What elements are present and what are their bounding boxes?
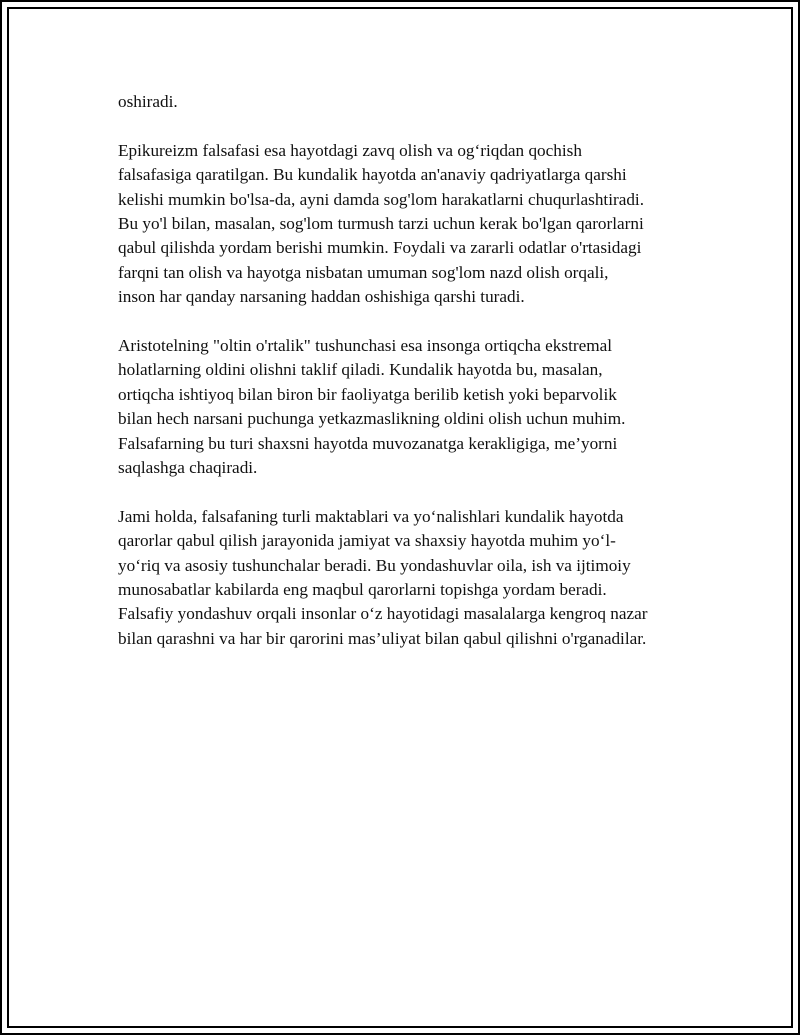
text-line: Aristotelning "oltin o'rtalik" tushunchasi esa insonga ortiqcha ekstremal — [118, 336, 612, 356]
text-line: Bu yo'l bilan, masalan, sog'lom turmush tarzi uchun kerak bo'lgan qarorlarni — [118, 214, 644, 234]
text-line: saqlashga chaqiradi. — [118, 458, 258, 478]
text-line: qabul qilishda yordam berishi mumkin. Foydali va zararli odatlar o'rtasidagi — [118, 238, 642, 258]
text-line: qarorlar qabul qilish jarayonida jamiyat va shaxsiy hayotda muhim yo‘l- — [118, 531, 616, 551]
paragraph-aristotle — [118, 334, 698, 480]
text-line: bilan hech narsani puchunga yetkazmaslikning oldini olish uchun muhim. — [118, 409, 626, 429]
document-body — [118, 90, 698, 676]
paragraph-continuation — [118, 90, 698, 114]
text-line: Falsafarning bu turi shaxsni hayotda muvozanatga kerakligiga, me’yorni — [118, 433, 618, 453]
text-line: inson har qanday narsaning haddan oshishiga qarshi turadi. — [118, 287, 525, 307]
text-line: farqni tan olish va hayotga nisbatan umuman sog'lom nazd olish orqali, — [118, 262, 609, 282]
text-line: ortiqcha ishtiyoq bilan biron bir faoliyatga berilib ketish yoki beparvolik — [118, 384, 617, 404]
text-line: munosabatlar kabilarda eng maqbul qarorlarni topishga yordam beradi. — [118, 580, 607, 600]
text-line: bilan qarashni va har bir qarorini mas’uliyat bilan qabul qilishni o'rganadilar. — [118, 628, 647, 648]
text-line: yo‘riq va asosiy tushunchalar beradi. Bu yondashuvlar oila, ish va ijtimoiy — [118, 555, 631, 575]
paragraph-conclusion — [118, 505, 698, 651]
paragraph-epicureanism — [118, 139, 698, 310]
text-line: Falsafiy yondashuv orqali insonlar o‘z hayotidagi masalalarga kengroq nazar — [118, 604, 648, 624]
text-line: Epikureizm falsafasi esa hayotdagi zavq olish va og‘riqdan qochish — [118, 140, 582, 160]
text-line: holatlarning oldini olishni taklif qiladi. Kundalik hayotda bu, masalan, — [118, 360, 603, 380]
text-line: falsafasiga qaratilgan. Bu kundalik hayotda an'anaviy qadriyatlarga qarshi — [118, 165, 627, 185]
text-line: kelishi mumkin bo'lsa-da, ayni damda sog'lom harakatlarni chuqurlashtiradi. — [118, 189, 644, 209]
text-line: Jami holda, falsafaning turli maktablari va yo‘nalishlari kundalik hayotda — [118, 506, 624, 526]
text-line: oshiradi. — [118, 92, 178, 111]
